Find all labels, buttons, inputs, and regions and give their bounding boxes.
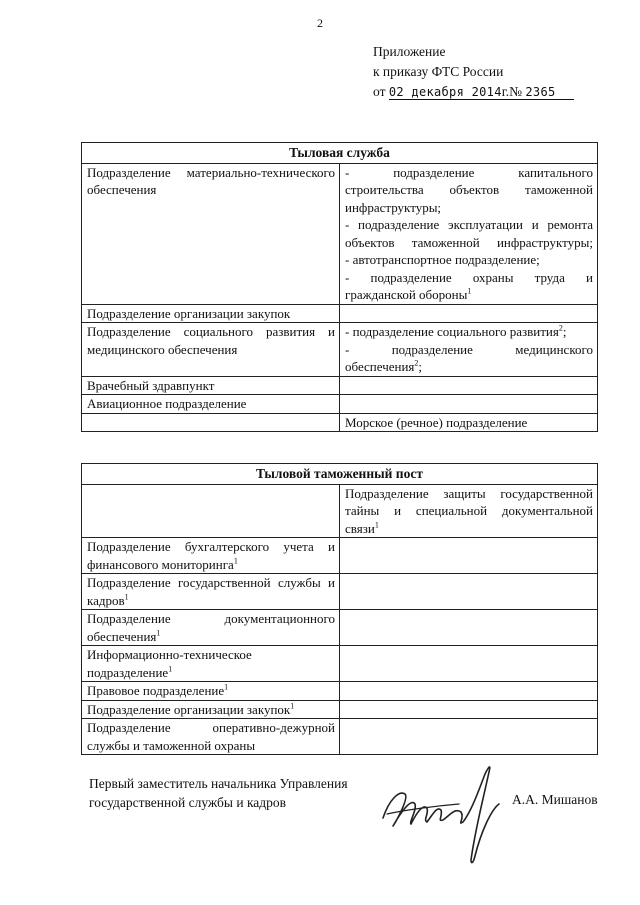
appendix-title: Приложение — [373, 44, 446, 59]
table-row — [82, 646, 598, 682]
rear-service-table — [81, 142, 598, 432]
empty-cell — [340, 304, 598, 323]
unit-name: Подразделение документационного обеспечения$^1$ — [82, 610, 340, 646]
signatory-title-line: Первый заместитель начальника Управления — [89, 776, 348, 791]
number-sign: № — [509, 84, 523, 99]
signatory-name: А.А. Мишанов — [512, 792, 598, 807]
list-item: - подразделение капитального строительства объектов таможенной инфраструктуры; — [345, 164, 593, 215]
footnote-mark: 1 — [168, 664, 173, 674]
order-number: 2365 — [525, 85, 556, 99]
footnote-mark: 2 — [414, 358, 419, 368]
handwritten-signature — [375, 760, 510, 870]
empty-cell — [340, 646, 598, 682]
order-reference: к приказу ФТС России — [373, 64, 504, 79]
footnote-mark: 1 — [290, 701, 295, 711]
table-row — [82, 610, 598, 646]
empty-cell — [340, 700, 598, 719]
table-row — [82, 719, 598, 755]
footnote-mark: 1 — [224, 682, 229, 692]
table-row — [82, 538, 598, 574]
list-item: - подразделение охраны труда и гражданской обороны$^1$ — [345, 269, 593, 302]
rear-customs-post-table — [81, 463, 598, 755]
empty-cell — [340, 610, 598, 646]
empty-cell — [340, 574, 598, 610]
order-date: 02 декабря 2014 — [388, 85, 502, 99]
unit-name: Подразделение материально-технического обеспечения — [82, 163, 340, 304]
unit-name: Подразделение организации закупок$^1$ — [82, 700, 340, 719]
empty-cell — [340, 376, 598, 395]
table-row — [82, 574, 598, 610]
list-item: - подразделение эксплуатации и ремонта объектов таможенной инфраструктуры; — [345, 217, 593, 250]
table-row — [82, 700, 598, 719]
list-item: - автотранспортное подразделение; — [345, 252, 540, 267]
appendix-block — [373, 42, 574, 102]
table-row — [82, 163, 598, 304]
table-row — [82, 484, 598, 538]
table-row — [82, 323, 598, 377]
signatory-title-line: государственной службы и кадров — [89, 795, 287, 810]
unit-name: Правовое подразделение$^1$ — [82, 682, 340, 701]
signatory-title — [89, 774, 348, 812]
table-row — [82, 304, 598, 323]
list-item: - подразделение медицинского обеспечения$^2$; — [345, 341, 593, 374]
year-suffix: г. — [501, 84, 510, 99]
unit-name: Морское (речное) подразделение — [340, 413, 598, 432]
footnote-mark: 1 — [156, 628, 161, 638]
empty-cell — [340, 395, 598, 414]
footnote-mark: 1 — [374, 520, 379, 530]
unit-name: Подразделение государственной службы и кадров$^1$ — [82, 574, 340, 610]
empty-cell — [82, 484, 340, 538]
unit-name: Подразделение организации закупок — [82, 304, 340, 323]
table-row — [82, 376, 598, 395]
empty-cell — [340, 538, 598, 574]
table-row — [82, 682, 598, 701]
list-item: - подразделение социального развития$^2$; — [345, 323, 567, 339]
unit-name: Подразделение бухгалтерского учета и финансового мониторинга$^1$ — [82, 538, 340, 574]
footnote-mark: 1 — [467, 286, 472, 296]
unit-name: Врачебный здравпункт — [82, 376, 340, 395]
unit-name: Подразделение оперативно-дежурной службы и таможенной охраны — [82, 719, 340, 755]
date-prefix: от — [373, 84, 386, 99]
footnote-mark: 1 — [233, 556, 238, 566]
table-header: Тыловая служба — [82, 143, 598, 164]
subunit-list — [340, 163, 598, 304]
unit-name: Авиационное подразделение — [82, 395, 340, 414]
footnote-mark: 1 — [124, 592, 129, 602]
table-row — [82, 395, 598, 414]
table-row — [82, 413, 598, 432]
empty-cell — [340, 719, 598, 755]
unit-name: Подразделение защиты государственной тайны и специальной документальной связи$^1$ — [340, 484, 598, 538]
subunit-list — [340, 323, 598, 377]
unit-name: Подразделение социального развития и медицинского обеспечения — [82, 323, 340, 377]
order-date-line — [373, 82, 574, 102]
unit-name: Информационно-техническое подразделение$^1$ — [82, 646, 340, 682]
table-header: Тыловой таможенный пост — [82, 464, 598, 485]
empty-cell — [82, 413, 340, 432]
footnote-mark: 2 — [558, 323, 563, 333]
page-number: 2 — [317, 16, 323, 30]
empty-cell — [340, 682, 598, 701]
